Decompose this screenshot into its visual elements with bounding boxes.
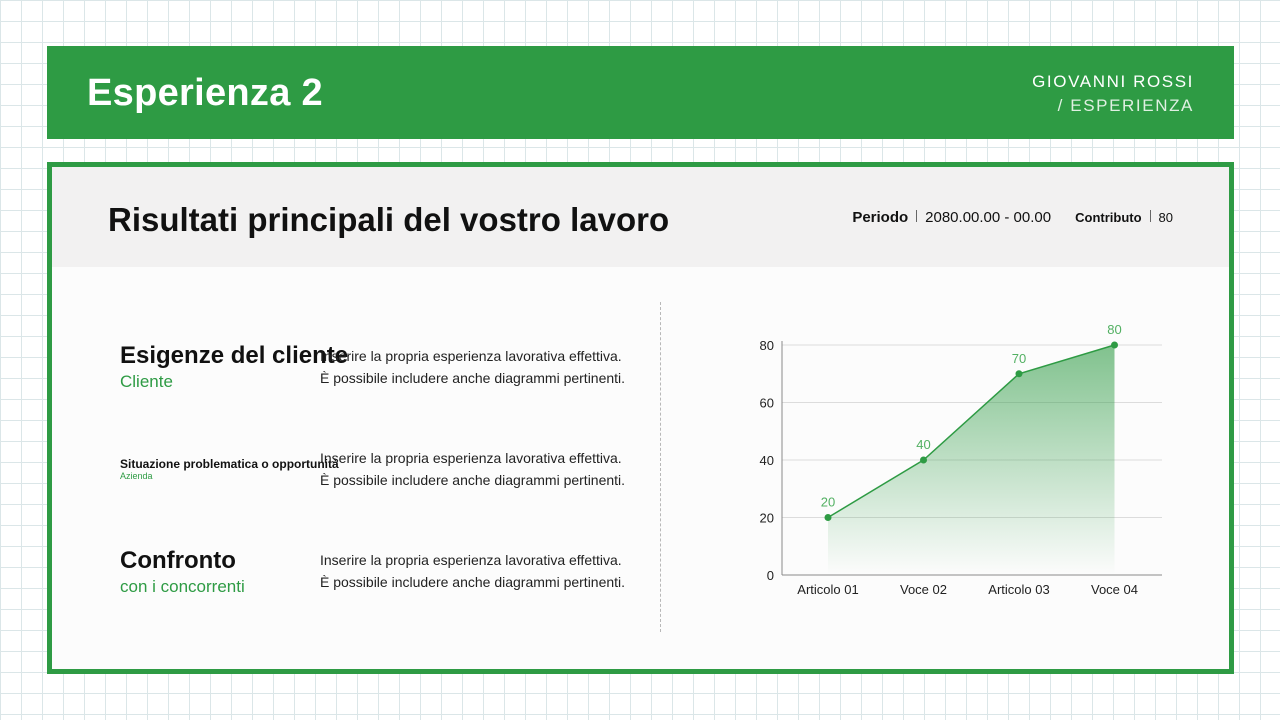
data-point — [1111, 342, 1118, 349]
description-line: È possibile includere anche diagrammi pertinenti. — [320, 574, 626, 590]
x-tick-label: Voce 04 — [1091, 582, 1138, 597]
data-label: 40 — [916, 437, 931, 452]
vertical-divider — [660, 302, 661, 632]
author-block — [1032, 70, 1194, 118]
period-label: Periodo — [852, 209, 909, 226]
description-line: Inserire la propria esperienza lavorativa effettiva. — [320, 552, 622, 568]
description-line: Inserire la propria esperienza lavorativa effettiva. — [320, 348, 622, 364]
row-description — [320, 447, 625, 491]
data-label: 70 — [1011, 350, 1027, 366]
row-heading: Confronto — [120, 547, 236, 574]
data-point — [825, 514, 832, 521]
area-chart — [742, 315, 1172, 605]
x-tick-label: Voce 02 — [900, 582, 947, 597]
y-tick-label: 20 — [759, 510, 774, 526]
description-line: È possibile includere anche diagrammi pertinenti. — [320, 370, 626, 386]
row-description — [320, 549, 625, 593]
contribution-value: 80 — [1158, 210, 1173, 225]
separator — [916, 210, 917, 222]
contribution-label: Contributo — [1075, 210, 1142, 225]
data-label: 80 — [1107, 322, 1122, 337]
row-description — [320, 345, 625, 389]
row-problem — [120, 457, 339, 481]
y-tick-label: 80 — [759, 338, 774, 353]
data-point — [920, 457, 927, 464]
card-header — [52, 167, 1229, 267]
row-subheading: con i concorrenti — [120, 577, 245, 596]
header-bar — [47, 46, 1234, 139]
x-tick-label: Articolo 01 — [797, 582, 859, 597]
page-title: Esperienza 2 — [87, 72, 323, 114]
y-tick-label: 40 — [759, 453, 774, 468]
row-client-needs — [120, 342, 348, 392]
y-tick-label: 0 — [766, 568, 774, 583]
results-card — [47, 162, 1234, 674]
meta-info — [852, 209, 1173, 226]
row-comparison — [120, 547, 245, 597]
row-heading: Situazione problematica o opportunità — [120, 457, 339, 471]
period-value: 2080.00.00 - 00.00 — [925, 209, 1052, 226]
row-subheading: Azienda — [120, 471, 153, 481]
separator — [1150, 210, 1151, 222]
x-tick-label: Articolo 03 — [988, 582, 1050, 597]
section-label: / ESPERIENZA — [1057, 96, 1194, 115]
description-line: È possibile includere anche diagrammi pertinenti. — [320, 472, 626, 488]
row-heading: Esigenze del cliente — [120, 342, 349, 369]
data-label: 20 — [820, 494, 836, 510]
data-point — [1016, 370, 1023, 377]
row-subheading: Cliente — [120, 372, 173, 391]
card-title: Risultati principali del vostro lavoro — [108, 201, 670, 238]
y-tick-label: 60 — [759, 395, 774, 411]
description-line: Inserire la propria esperienza lavorativa effettiva. — [320, 450, 622, 466]
author-name: GIOVANNI ROSSI — [1032, 72, 1194, 91]
